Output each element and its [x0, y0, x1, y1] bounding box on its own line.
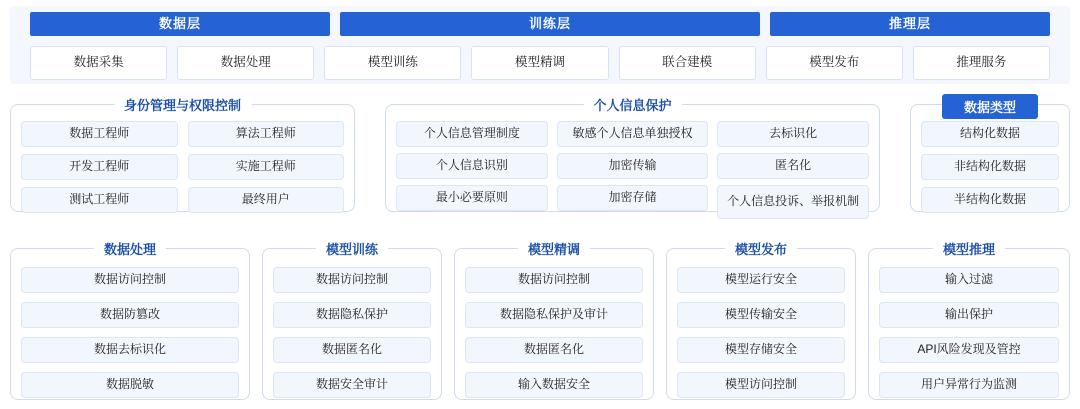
panel-title: 数据类型 — [942, 94, 1038, 119]
chip-group — [677, 267, 845, 391]
chip-item[interactable]: 模型访问控制 — [677, 372, 845, 398]
chip-item[interactable]: 最终用户 — [188, 187, 345, 213]
chip-item[interactable]: 数据脱敏 — [21, 372, 239, 398]
chip-item[interactable]: 加密传输 — [557, 153, 709, 179]
chip-item[interactable]: 数据隐私保护 — [273, 302, 431, 328]
stage-cell[interactable]: 模型精调 — [471, 46, 608, 80]
chip-item[interactable]: 最小必要原则 — [396, 185, 548, 211]
chip-item[interactable]: 数据匿名化 — [273, 337, 431, 363]
chip-item[interactable]: 数据安全审计 — [273, 372, 431, 398]
layer-stage-row — [10, 46, 1070, 78]
stage-cell[interactable]: 联合建模 — [619, 46, 756, 80]
layer-header-data: 数据层 — [30, 12, 330, 36]
chip-item[interactable]: 输入数据安全 — [465, 372, 643, 398]
panel-data-processing — [10, 242, 250, 400]
chip-item[interactable]: 个人信息投诉、举报机制 — [717, 185, 869, 219]
panel-model-release — [666, 242, 856, 400]
stage-cell[interactable]: 推理服务 — [913, 46, 1050, 80]
chip-group — [921, 121, 1059, 207]
chip-item[interactable]: 数据访问控制 — [465, 267, 643, 293]
layer-header-row — [10, 12, 1070, 36]
chip-item[interactable]: 用户异常行为监测 — [879, 372, 1059, 398]
panel-title: 模型发布 — [725, 239, 797, 258]
panel-title: 数据处理 — [94, 239, 166, 258]
chip-item[interactable]: 去标识化 — [717, 121, 869, 147]
chip-item[interactable]: 测试工程师 — [21, 187, 178, 213]
stage-cell[interactable]: 数据处理 — [177, 46, 314, 80]
chip-item[interactable]: 开发工程师 — [21, 154, 178, 180]
chip-item[interactable]: 个人信息识别 — [396, 153, 548, 179]
chip-item[interactable]: 数据防篡改 — [21, 302, 239, 328]
chip-item[interactable]: 数据工程师 — [21, 121, 178, 147]
chip-item[interactable]: 加密存储 — [557, 185, 709, 211]
stage-cell[interactable]: 数据采集 — [30, 46, 167, 80]
chip-item[interactable]: API风险发现及管控 — [879, 337, 1059, 363]
chip-item[interactable]: 数据访问控制 — [273, 267, 431, 293]
panel-title: 模型推理 — [933, 239, 1005, 258]
chip-item[interactable]: 结构化数据 — [921, 121, 1059, 147]
chip-item[interactable]: 模型存储安全 — [677, 337, 845, 363]
chip-item[interactable]: 匿名化 — [717, 153, 869, 179]
layer-header-training: 训练层 — [340, 12, 760, 36]
panel-title: 个人信息保护 — [583, 95, 681, 114]
chip-item[interactable]: 数据去标识化 — [21, 337, 239, 363]
chip-item[interactable]: 实施工程师 — [188, 154, 345, 180]
chip-item[interactable]: 敏感个人信息单独授权 — [557, 121, 709, 147]
chip-item[interactable]: 非结构化数据 — [921, 154, 1059, 180]
top-layer-band — [10, 6, 1070, 84]
chip-group — [879, 267, 1059, 391]
chip-item[interactable]: 数据隐私保护及审计 — [465, 302, 643, 328]
chip-item[interactable]: 算法工程师 — [188, 121, 345, 147]
layer-header-inference: 推理层 — [770, 12, 1050, 36]
panel-data-types — [910, 100, 1070, 212]
chip-group — [21, 267, 239, 391]
panel-model-training — [262, 242, 442, 400]
chip-item[interactable]: 输入过滤 — [879, 267, 1059, 293]
chip-group — [396, 121, 869, 209]
panel-model-inference — [868, 242, 1070, 400]
panel-title: 模型训练 — [316, 239, 388, 258]
chip-item[interactable]: 模型传输安全 — [677, 302, 845, 328]
chip-item[interactable]: 半结构化数据 — [921, 187, 1059, 213]
chip-item[interactable]: 模型运行安全 — [677, 267, 845, 293]
chip-item[interactable]: 数据匿名化 — [465, 337, 643, 363]
panel-model-finetuning — [454, 242, 654, 400]
chip-item[interactable]: 数据访问控制 — [21, 267, 239, 293]
panel-identity-management — [10, 98, 355, 212]
panel-personal-info-protection — [385, 98, 880, 212]
stage-cell[interactable]: 模型发布 — [766, 46, 903, 80]
chip-group — [273, 267, 431, 391]
panel-title: 身份管理与权限控制 — [114, 95, 251, 114]
chip-group — [21, 121, 344, 207]
chip-item[interactable]: 个人信息管理制度 — [396, 121, 548, 147]
panel-title: 模型精调 — [518, 239, 590, 258]
chip-group — [465, 267, 643, 391]
chip-item[interactable]: 输出保护 — [879, 302, 1059, 328]
stage-cell[interactable]: 模型训练 — [324, 46, 461, 80]
